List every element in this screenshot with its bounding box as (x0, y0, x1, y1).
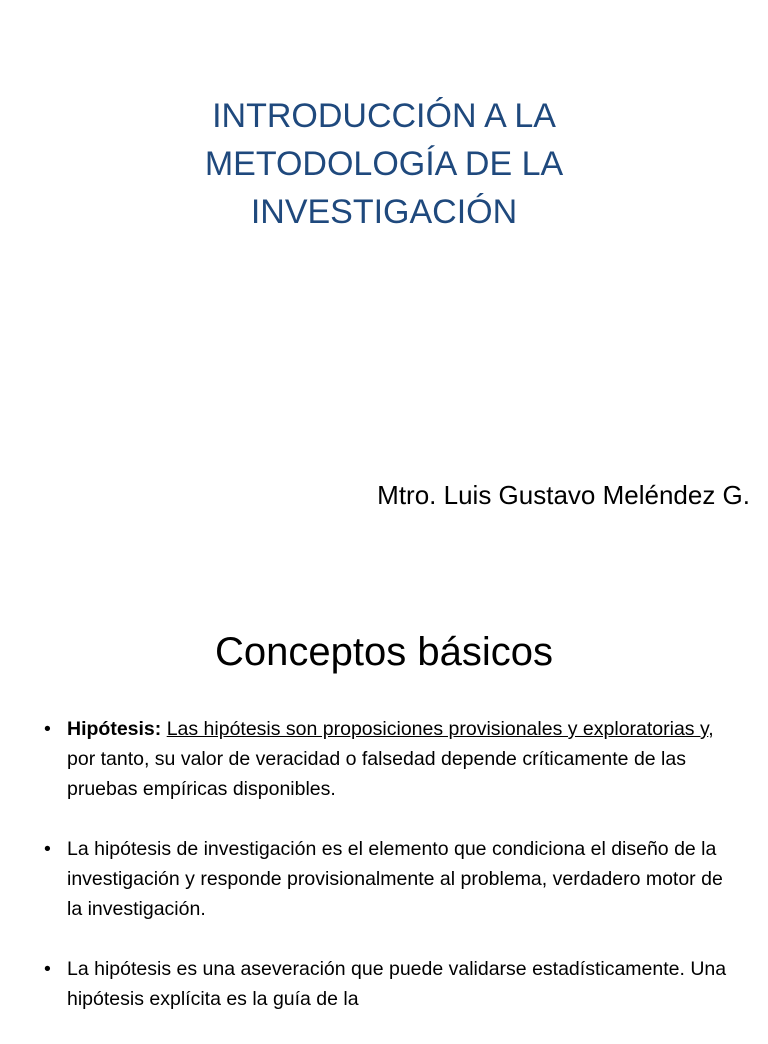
bullet-item-aseveracion (44, 954, 734, 1014)
bullet-icon: • (44, 958, 51, 980)
title-line-1: INTRODUCCIÓN A LA (212, 97, 556, 135)
bullet-text: La hipótesis de investigación es el elemento que condiciona el diseño de la investigación y responde provisionalmente al problema, verdadero motor de la investigación. (67, 838, 723, 920)
title-line-3: INVESTIGACIÓN (250, 193, 518, 231)
bullet-item-diseno (44, 834, 734, 924)
presentation-title (0, 92, 768, 236)
bullet-icon: • (44, 838, 51, 860)
section-heading: Conceptos básicos (215, 630, 553, 674)
title-line-2: METODOLOGÍA DE LA (204, 145, 564, 183)
bullet-text: La hipótesis es una aseveración que puede validarse estadísticamente. Una hipótesis explícita es la guía de la (67, 958, 727, 1010)
bullet-icon: • (44, 718, 51, 740)
concepts-slide (0, 576, 768, 1024)
bullet-underlined-text: Las hipótesis son proposiciones provisionales y exploratorias y (166, 718, 709, 740)
author-name: Mtro. Luis Gustavo Meléndez G. (377, 480, 750, 510)
bullet-item-hipotesis (44, 714, 734, 804)
bullet-list (44, 714, 734, 1044)
bullet-term: Hipótesis: (67, 718, 162, 740)
bullet-text: , por tanto, su valor de veracidad o falsedad depende críticamente de las pruebas empíricas disponibles. (67, 718, 714, 800)
